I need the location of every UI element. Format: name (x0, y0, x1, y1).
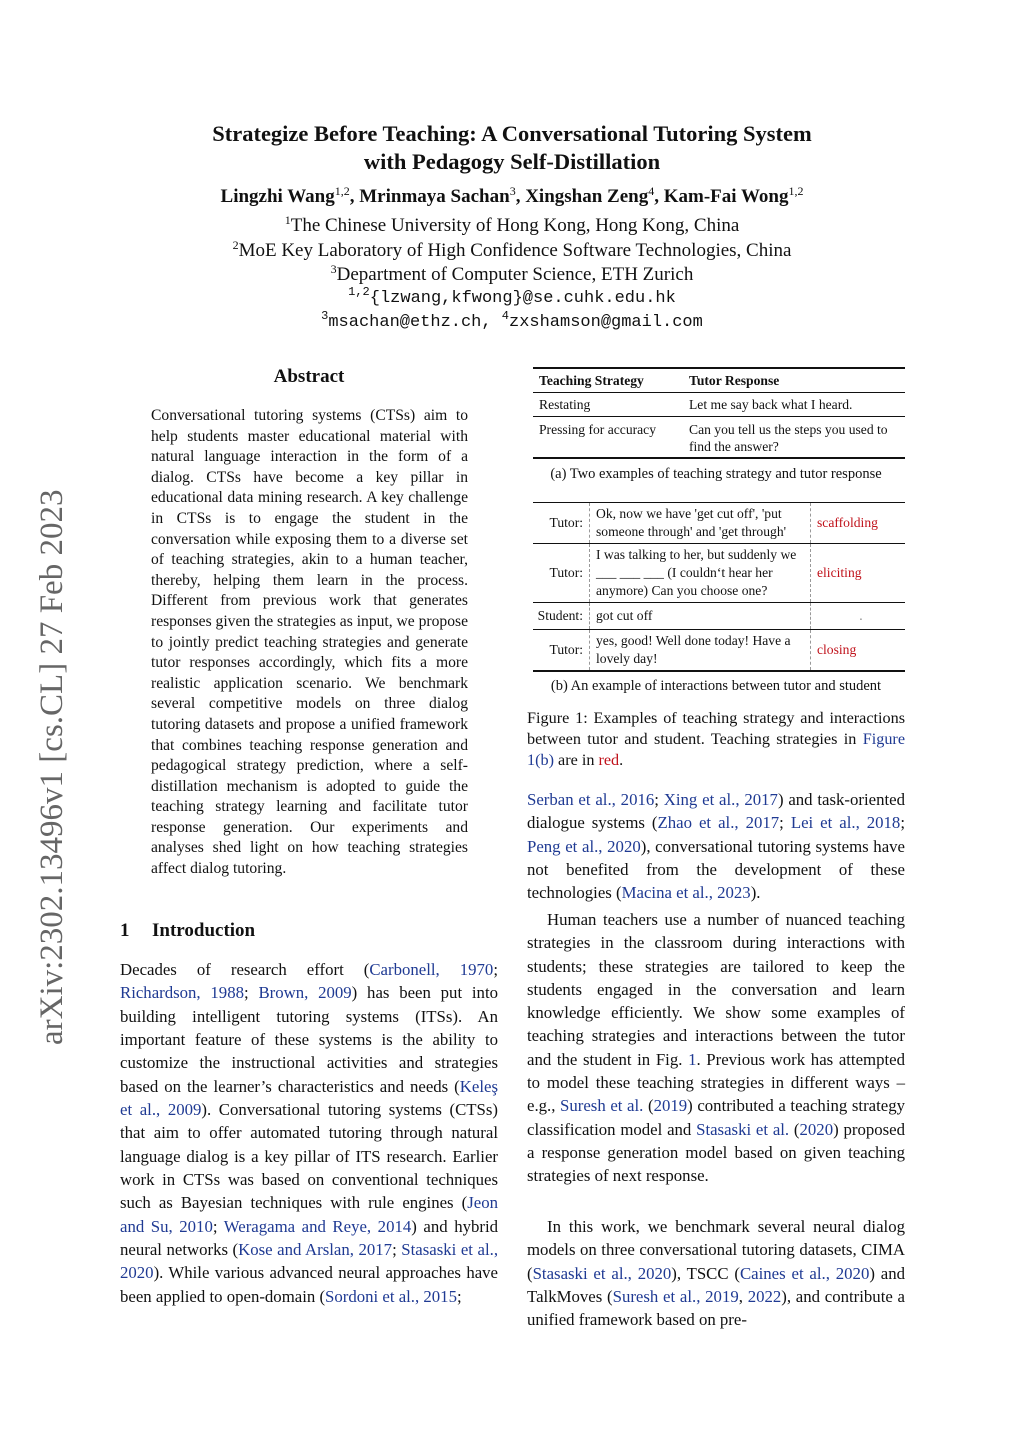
section-heading-introduction (120, 920, 255, 942)
author-list: Lingzhi Wang$^{1,2}$, Mrinmaya Sachan$^3$, Xingshan Zeng$^4$, Kam-Fai Wong$^{1,2}$ (220, 184, 804, 207)
table-row (533, 502, 905, 544)
citation-link[interactable]: Xing et al., 2017 (663, 790, 778, 809)
text-run: ) has been put into building intelligent tutoring systems (ITSs). An important feature of these systems is the ability to customize the instructional activities and strategies based on the learner’s characteristics and needs ( (120, 983, 499, 1096)
author-name: Lingzhi Wang (220, 186, 335, 207)
intro-paragraph (527, 788, 905, 904)
author-name: Kam-Fai Wong (663, 186, 789, 207)
text-run: ; (779, 813, 791, 833)
affiliation-text: Department of Computer Science, ETH Zurich (336, 264, 694, 285)
table-cell: Restating (539, 397, 591, 412)
intro-paragraph (527, 908, 905, 1188)
text-run: ). While various advanced neural approaches have been applied to open-domain ( (120, 1263, 498, 1306)
arxiv-id: arXiv:2302.13496v1 [cs.CL] 27 Feb 2023 (34, 489, 70, 1045)
arxiv-stamp (18, 445, 74, 1065)
table-row (533, 544, 905, 603)
utterance: Ok, now we have 'get cut off', 'put someone through' and 'get through' (589, 503, 811, 543)
paper-title (150, 120, 874, 176)
utterance: yes, good! Well done today! Have a lovely day! (589, 630, 811, 670)
text-run: . (619, 751, 624, 769)
citation-link[interactable]: 2019 (653, 1096, 688, 1116)
author-sup: 4 (648, 184, 655, 198)
affiliation-sup: 1 (284, 213, 291, 227)
speaker-label: Tutor: (549, 565, 583, 580)
email-text: zxshamson@gmail.com (509, 313, 703, 332)
citation-link[interactable]: Stasaski et al., 2020 (532, 1263, 672, 1283)
text-run: Decades of research effort ( (120, 960, 370, 979)
table-row (533, 416, 905, 459)
text-run: ; (456, 1286, 462, 1306)
affiliation-text: MoE Key Laboratory of High Confidence Software Technologies, China (238, 240, 792, 261)
text-run: ) proposed a response generation model based on given teaching strategies of next response. (527, 1119, 905, 1186)
strategy-label: . (859, 608, 863, 623)
citation-link[interactable]: Keleş et al., 2009 (120, 1076, 498, 1120)
citation-link[interactable]: Sordoni et al., 2015 (325, 1286, 457, 1306)
author-name: Mrinmaya Sachan (359, 186, 510, 207)
text-run: ), and contribute a unified framework based on pre- (527, 1286, 906, 1330)
text-run: ). Conversational tutoring systems (CTSs) that aim to offer automated tutoring through natural language dialog is a key pillar of ITS research. Earlier work in CTSs was based on conventional techniques such as Bayesian techniques with rule engines ( (120, 1100, 498, 1213)
email-sup: 3 (321, 309, 329, 323)
citation-link[interactable]: Suresh et al., 2019 (612, 1286, 739, 1306)
author-sup: 3 (509, 184, 516, 198)
citation-link[interactable]: Lei et al., 2018 (790, 813, 901, 833)
title-line-2: with Pedagogy Self-Distillation (363, 149, 661, 174)
text-run: ; (900, 813, 905, 833)
text-run: ; (212, 1216, 224, 1236)
text-run: , (738, 1286, 748, 1306)
email-text: {lzwang,kfwong}@se.cuhk.edu.hk (369, 289, 676, 308)
text-run: ; (654, 790, 664, 809)
citation-link[interactable]: Carbonell, 1970 (369, 960, 494, 979)
affiliation-text: The Chinese University of Hong Kong, Hong Kong, China (290, 215, 740, 236)
author-sup: 1,2 (334, 184, 350, 198)
citation-link[interactable]: Zhao et al., 2017 (657, 813, 780, 833)
email-sup: 1,2 (348, 285, 370, 299)
text-run: ) and TalkMoves ( (527, 1263, 905, 1306)
citation-link[interactable]: Stasaski et al., 2020 (120, 1240, 499, 1283)
citation-link[interactable]: Jeon and Su, 2010 (120, 1193, 498, 1236)
citation-link[interactable]: 2020 (799, 1119, 834, 1139)
text-run: ) and task-oriented dialogue systems ( (527, 790, 905, 833)
citation-link[interactable]: Serban et al., 2016 (527, 790, 655, 809)
citation-link[interactable]: Macina et al., 2023 (621, 883, 751, 903)
email-text: msachan@ethz.ch, (328, 313, 502, 332)
utterance: got cut off (589, 603, 811, 629)
citation-link[interactable]: Weragama and Reye, 2014 (223, 1216, 412, 1236)
figure-caption (527, 708, 905, 771)
subfigure-caption-a: (a) Two examples of teaching strategy and tutor response (550, 466, 882, 482)
text-run: ; (243, 983, 259, 1003)
text-run: ) and hybrid neural networks ( (120, 1216, 499, 1260)
citation-link[interactable]: Suresh et al. (560, 1096, 644, 1116)
text-run: In this work, we benchmark several neural dialog models on three conversational tutoring datasets, CIMA ( (527, 1217, 905, 1283)
table-cell: Can you tell us the steps you used to find the answer? (689, 422, 888, 454)
strategy-label: eliciting (817, 565, 862, 580)
text-run: ), TSCC ( (671, 1263, 740, 1283)
speaker-label: Tutor: (549, 515, 583, 530)
interaction-table (533, 502, 905, 672)
text-run: ) contributed a teaching strategy classification model and (527, 1096, 905, 1139)
speaker-label: Student: (537, 608, 583, 623)
intro-paragraph (527, 1215, 905, 1331)
subfigure-caption-b: (b) An example of interactions between tutor and student (550, 678, 882, 694)
affiliation (120, 240, 904, 262)
citation-link[interactable]: Caines et al., 2020 (739, 1263, 870, 1283)
table-row (533, 392, 905, 416)
email-sup: 4 (501, 309, 509, 323)
table-header: Teaching Strategy (539, 373, 644, 388)
table-row (533, 603, 905, 630)
citation-link[interactable]: Kose and Arslan, 2017 (238, 1240, 393, 1260)
utterance: I was talking to her, but suddenly we ___ ___ ___ (I couldn‘t hear her anymore) Can you choose one? (589, 544, 811, 602)
strategy-label: closing (817, 642, 857, 657)
text-run: ). (750, 883, 761, 903)
text-run: ; (392, 1240, 402, 1260)
citation-link[interactable]: Peng et al., 2020 (527, 836, 641, 856)
table-row (533, 630, 905, 672)
text-run: . Previous work has attempted to model these teaching strategies in different ways – e.g., (527, 1049, 905, 1116)
citation-link[interactable]: Stasaski et al. (696, 1119, 790, 1139)
text-run: Figure 1: Examples of teaching strategy and interactions between tutor and student. Teaching strategies in (527, 709, 905, 748)
abstract-body: Conversational tutoring systems (CTSs) aim to help students master educational material with natural language interaction in the form of a dialog. CTSs have become a key pillar in educational data mining research. A key challenge in CTSs is to engage the student in the conversation while exposing them to a diverse set of teaching strategies, akin to a human teacher, thereby, helping them learn in the process. Different from previous work that generates responses given the strategies as input, we propose to jointly predict teaching strategies and generate tutor responses accordingly, which fits a more realistic application scenario. We benchmark several competitive models on three dialog tutoring datasets and propose a unified framework that combines teaching response generation and pedagogical strategy prediction, where a self-distillation mechanism is adopted to guide the teaching strategy learning and facilitate tutor response generation. Our experiments and analyses shed light on how teaching strategies affect dialog tutoring. (151, 407, 468, 878)
email-line (120, 285, 904, 308)
table-cell: Let me say back what I heard. (689, 397, 853, 412)
text-run: ( (643, 1096, 654, 1116)
text-run: are in (553, 751, 599, 769)
section-title: Introduction (152, 920, 256, 941)
affiliation-sup: 3 (330, 262, 337, 276)
citation-link[interactable]: Richardson, 1988 (120, 983, 244, 1003)
affiliation-sup: 2 (232, 238, 239, 252)
table-cell: Pressing for accuracy (539, 422, 657, 437)
affiliation (120, 215, 904, 237)
email-line (120, 309, 904, 332)
affiliation (120, 264, 904, 286)
intro-paragraph (120, 958, 498, 1308)
abstract-heading: Abstract (273, 366, 345, 387)
text-run: ; (493, 960, 498, 979)
citation-link[interactable]: Brown, 2009 (258, 983, 352, 1003)
section-number: 1 (120, 920, 130, 941)
strategy-table (533, 367, 905, 459)
text-run: ), conversational tutoring systems have not benefited from the development of these technologies ( (527, 836, 905, 903)
figure-ref-link[interactable]: Figure 1(b) (527, 730, 905, 769)
red-word: red (598, 751, 620, 769)
citation-link[interactable]: 2022 (747, 1286, 782, 1306)
author-sup: 1,2 (788, 184, 804, 198)
text-run: ( (789, 1119, 800, 1139)
title-line-1: Strategize Before Teaching: A Conversational Tutoring System (212, 121, 812, 146)
table-header: Tutor Response (689, 373, 780, 388)
strategy-label: scaffolding (817, 515, 878, 530)
text-run: Human teachers use a number of nuanced teaching strategies in the classroom during interactions with students; these strategies are tailored to keep the students engaged in the conversation and learn knowledge efficiently. We show some examples of teaching strategies and interactions between the tutor and the student in Fig. (527, 910, 905, 1069)
figure-ref-link[interactable]: 1 (688, 1049, 697, 1069)
speaker-label: Tutor: (549, 642, 583, 657)
author-name: Xingshan Zeng (525, 186, 649, 207)
table-header-row (533, 367, 905, 392)
